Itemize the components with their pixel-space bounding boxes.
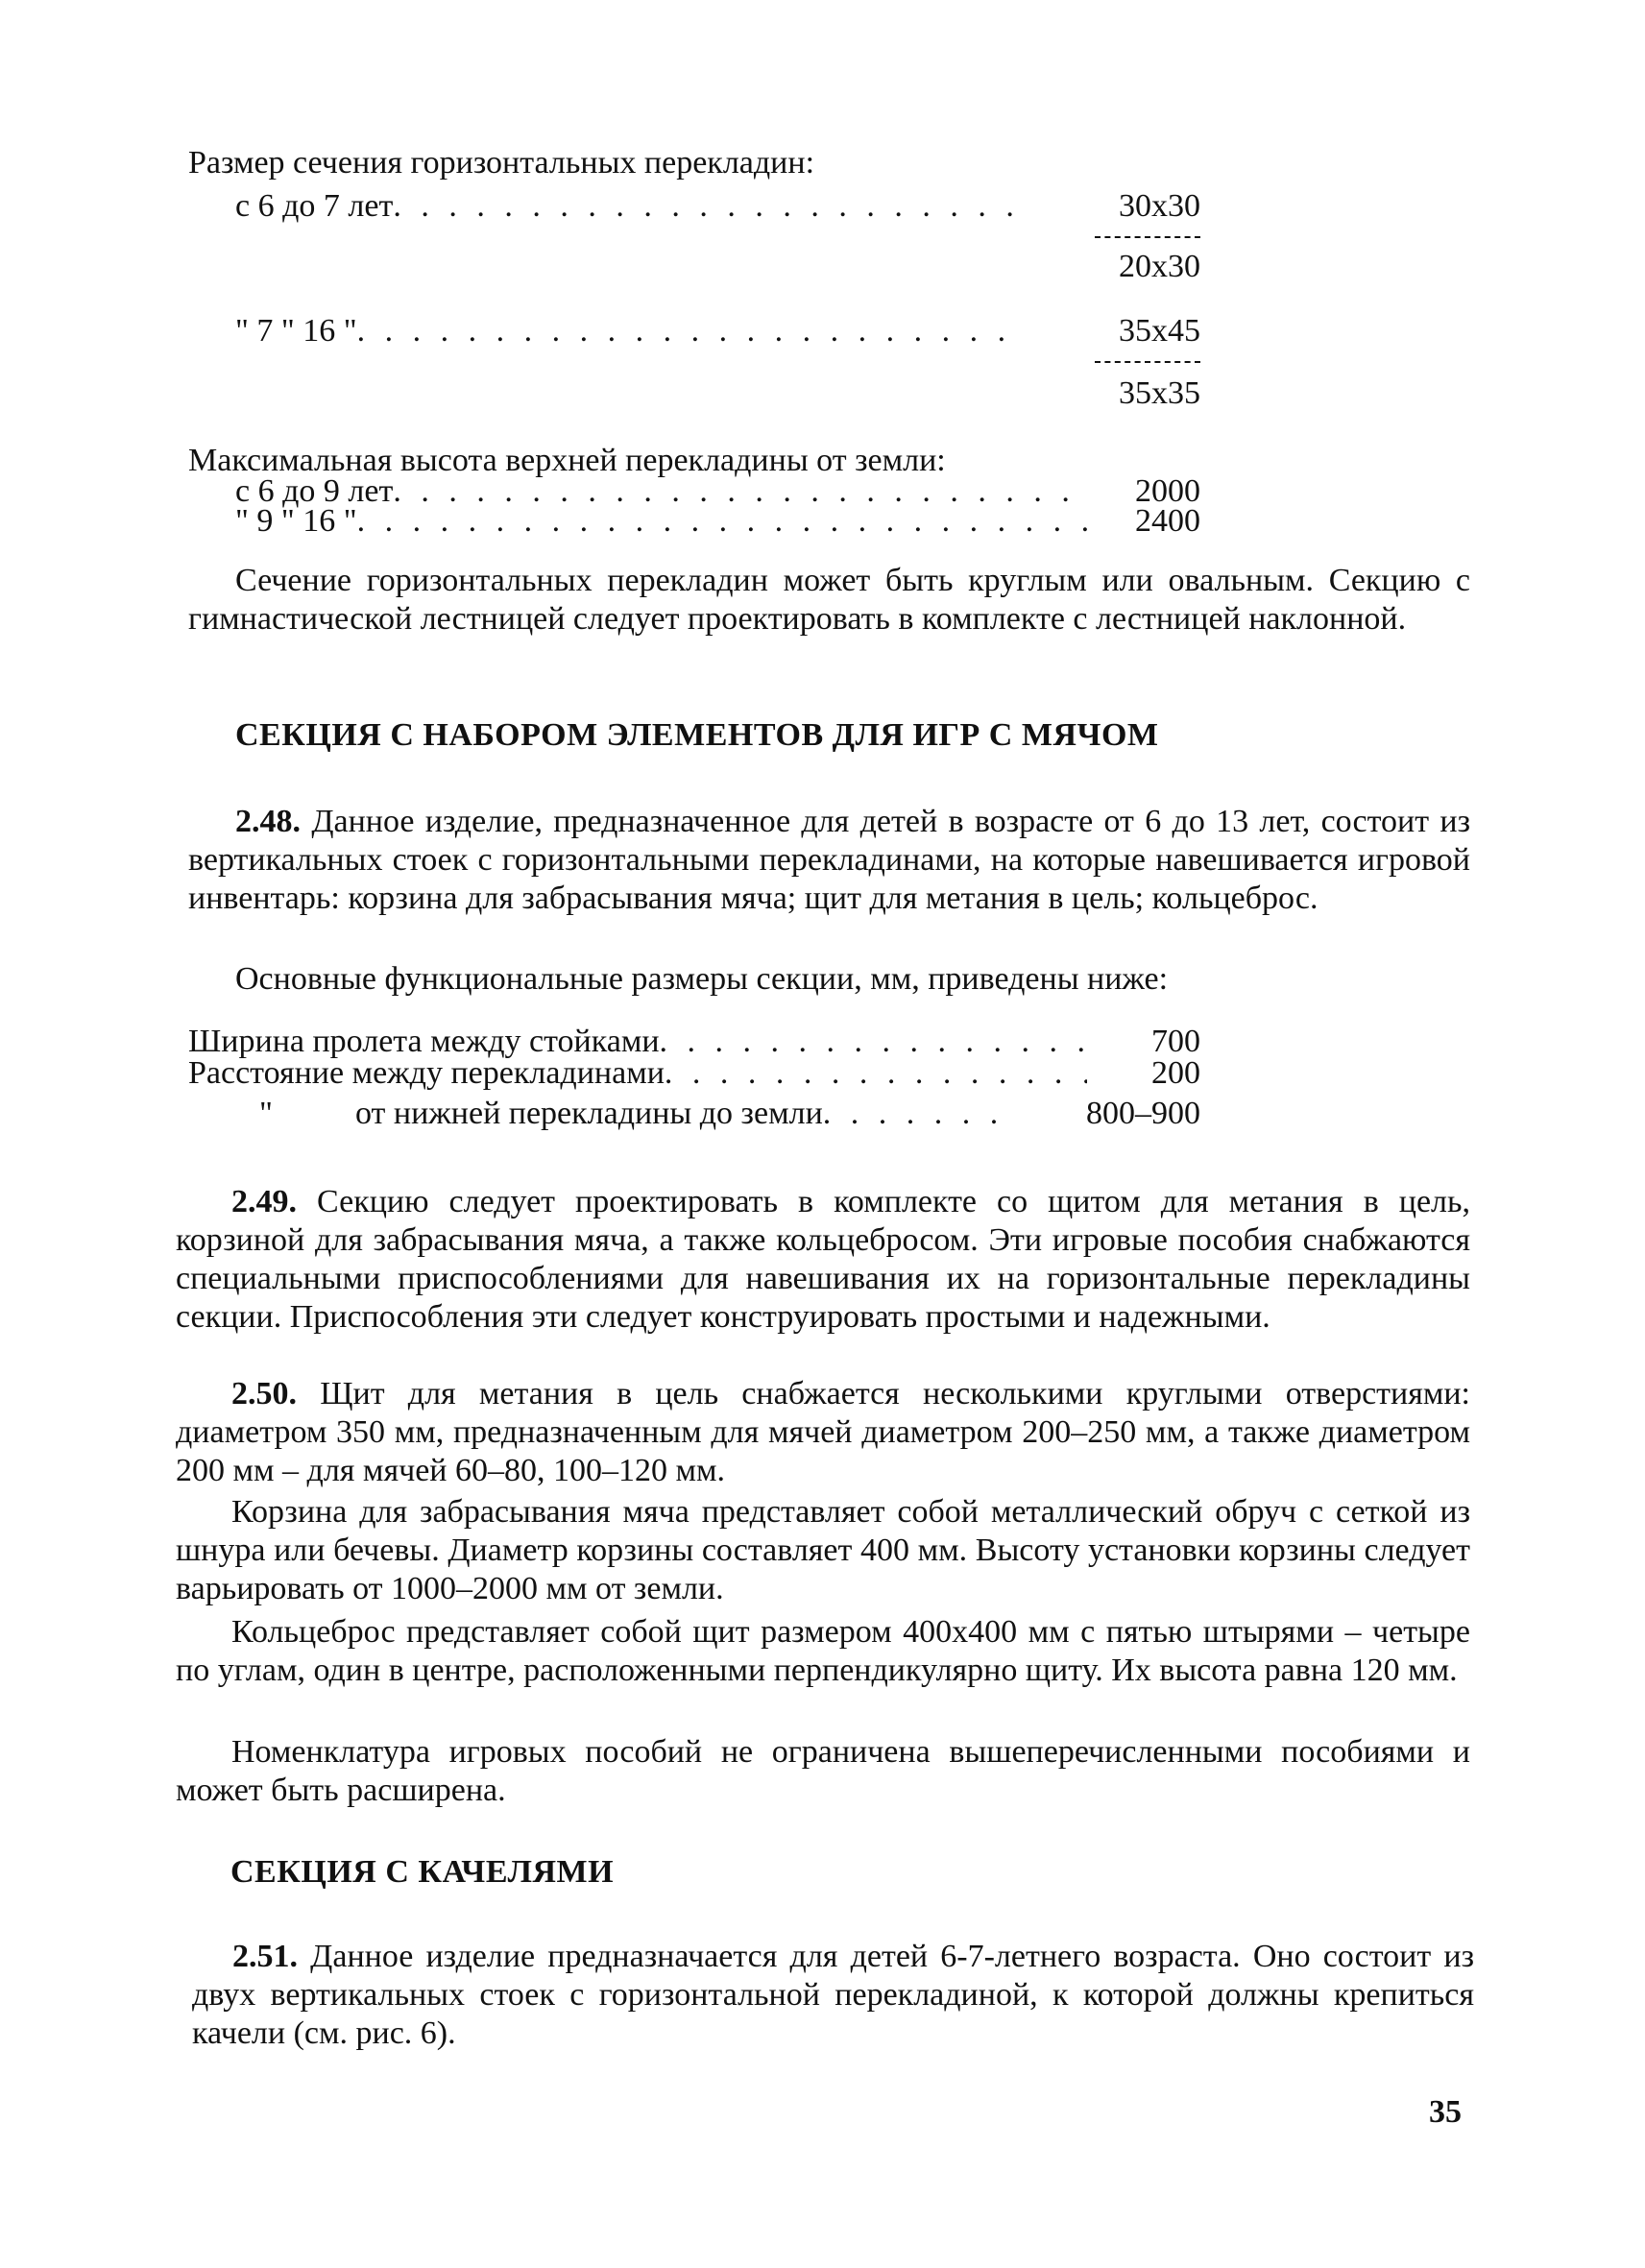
page-number: 35 [1429, 2094, 1462, 2130]
paragraph-2-51 [192, 1938, 1474, 2053]
paragraph-number: 2.51. [232, 1939, 298, 1974]
dim-row-3-label: от нижней перекладины до земли [355, 1096, 823, 1131]
dims-intro: Основные функциональные размеры секции, мм, приведены ниже: [235, 961, 1169, 997]
crossbar-row-2-top-value: 35x45 [1119, 313, 1200, 349]
paragraph-number: 2.49. [231, 1184, 297, 1219]
leader-dots [393, 187, 1017, 226]
dim-row-3 [355, 1095, 1124, 1133]
max-height-row-1-value: 2000 [1135, 473, 1200, 509]
basket-paragraph: Корзина для забрасывания мяча представляет собой металлический обруч с сеткой из шнура или бечевы. Диаметр корзины составляет 400 мм. Высоту установки корзины следует варьировать от 1000–2000 мм от земли. [176, 1494, 1470, 1606]
crossbar-row-1-bottom-value: 20x30 [1119, 249, 1200, 284]
crossbar-row-1 [235, 187, 1100, 226]
dim-row-1-value: 700 [1151, 1024, 1200, 1059]
paragraph-number: 2.50. [231, 1376, 297, 1411]
crossbar-row-2 [235, 312, 1100, 350]
dim-row-3-value: 800–900 [1086, 1096, 1200, 1131]
section-heading-swing: СЕКЦИЯ С КАЧЕЛЯМИ [230, 1854, 615, 1890]
max-height-row-2-value: 2400 [1135, 503, 1200, 539]
paragraph-text: Данное изделие предназначается для детей 6-7-летнего возраста. Оно состоит из двух вертикальных стоек с горизонтальной перекладиной, к которой должны крепиться качели (см. рис. 6). [192, 1939, 1474, 2051]
max-height-row-1-label: с 6 до 9 лет [235, 473, 394, 509]
max-height-row-2-label: " 9 " 16 " [235, 503, 357, 539]
leader-dots [357, 312, 1020, 350]
paragraph-text: Щит для метания в цель снабжается несколькими круглыми отверстиями: диаметром 350 мм, предназначенным для мячей диаметром 200–250 мм, а также диаметром 200 мм – для мячей 60–80, 100–120 мм. [176, 1376, 1471, 1488]
dim-row-2-label: Расстояние между перекладинами [188, 1055, 665, 1091]
paragraph-number: 2.48. [235, 804, 301, 839]
crossbar-row-2-bottom-value: 35x35 [1119, 375, 1200, 411]
dim-row-2 [188, 1054, 1149, 1093]
leader-dots [665, 1054, 1087, 1093]
paragraph-2-48 [188, 803, 1470, 918]
note-paragraph: Сечение горизонтальных перекладин может быть круглым или овальным. Секцию с гимнастической лестницей следует проектировать в комплекте с лестницей наклонной. [188, 563, 1470, 637]
section-heading-ball: СЕКЦИЯ С НАБОРОМ ЭЛЕМЕНТОВ ДЛЯ ИГР С МЯЧОМ [235, 717, 1159, 753]
paragraph-2-49 [176, 1183, 1470, 1337]
crossbar-row-2-label: " 7 " 16 " [235, 313, 357, 349]
ring-toss-paragraph: Кольцеброс представляет собой щит размером 400x400 мм с пятью штырями – четыре по углам, один в центре, расположенными перпендикулярно щиту. Их высота равна 120 мм. [176, 1614, 1470, 1688]
paragraph-text: Данное изделие, предназначенное для детей в возрасте от 6 до 13 лет, состоит из вертикальных стоек с горизонтальными перекладинами, на которые навешивается игровой инвентарь: корзина для забрасывания мяча; щит для метания в цель; кольцеброс. [188, 804, 1471, 916]
leader-dots [823, 1095, 1001, 1133]
fraction-divider [1095, 236, 1200, 238]
max-height-heading: Максимальная высота верхней перекладины от земли: [188, 443, 946, 478]
paragraph-2-50 [176, 1375, 1470, 1490]
dim-row-1-label: Ширина пролета между стойками [188, 1024, 660, 1059]
crossbar-row-1-label: с 6 до 7 лет [235, 188, 394, 224]
fraction-divider [1095, 361, 1200, 363]
dim-row-3-ditto: " [259, 1096, 273, 1131]
leader-dots [357, 502, 1087, 541]
crossbar-row-1-top-value: 30x30 [1119, 188, 1200, 224]
dim-row-2-value: 200 [1151, 1055, 1200, 1091]
nomenclature-paragraph: Номенклатура игровых пособий не ограничена вышеперечисленными пособиями и может быть расширена. [176, 1734, 1470, 1808]
crossbar-heading: Размер сечения горизонтальных перекладин: [188, 145, 815, 181]
max-height-row-2 [235, 502, 1100, 541]
paragraph-text: Секцию следует проектировать в комплекте со щитом для метания в цель, корзиной для забрасывания мяча, а также кольцебросом. Эти игровые пособия снабжаются специальными приспособлениями для навешивания их на горизонтальные перекладины секции. Приспособления эти следует конструировать простыми и надежными. [176, 1184, 1471, 1335]
